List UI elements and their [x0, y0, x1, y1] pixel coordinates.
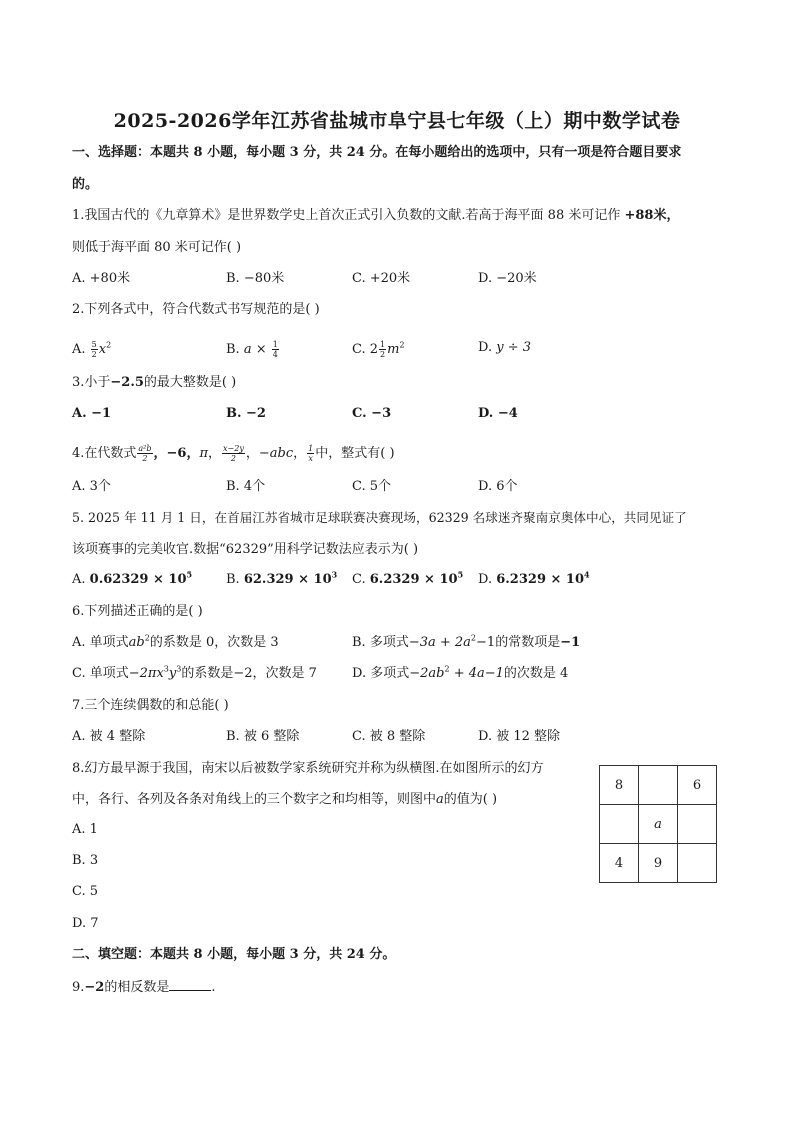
question-6-option-b[interactable]	[352, 635, 580, 651]
fraction-1-over-x	[307, 444, 314, 463]
value: −2	[233, 666, 253, 681]
question-7-option-d[interactable]: D. 被 12 整除	[478, 729, 561, 744]
expression: −2ab	[409, 666, 445, 681]
question-1-line-1	[72, 208, 679, 224]
grid-cell	[678, 805, 717, 844]
mantissa: 6.2329 × 10	[496, 572, 585, 587]
grid-cell: 9	[639, 844, 678, 883]
option-text: B. 多项式	[352, 635, 409, 650]
numerator: 1	[272, 340, 278, 349]
numerator: 5	[91, 340, 97, 349]
question-1-option-c[interactable]: C. +20米	[352, 271, 411, 286]
question-1-text: 1.我国古代的《九章算术》是世界数学史上首次正式引入负数的文献.若高于海平面 88 米可记作	[72, 208, 621, 223]
option-label: C.	[352, 572, 366, 587]
question-1-option-d[interactable]: D. −20米	[478, 271, 537, 286]
separator: ，	[208, 446, 222, 461]
question-3-value: −2.5	[110, 375, 144, 390]
question-9-value: −2	[84, 980, 105, 995]
grid-row	[600, 766, 717, 805]
denominator: 2	[380, 350, 386, 359]
variable: m	[387, 342, 400, 357]
operator: ×	[255, 342, 267, 357]
option-label: D.	[478, 572, 493, 587]
question-4-text	[72, 444, 395, 463]
section-1-header-line-1: 一、选择题：本题共 8 小题，每小题 3 分，共 24 分。在每小题给出的选项中，只有一项是符合题目要求	[72, 145, 682, 160]
question-4-option-a[interactable]: A. 3个	[72, 479, 111, 494]
grid-cell	[639, 766, 678, 805]
exponent: 5	[457, 569, 464, 580]
denominator: 2	[142, 454, 148, 463]
option-label: A.	[72, 572, 86, 587]
option-text: C. 单项式	[72, 666, 129, 681]
question-3-option-d[interactable]: D. −4	[478, 406, 518, 421]
pi-symbol: π	[199, 446, 209, 461]
expression: y ÷ 3	[496, 340, 532, 355]
question-6-text: 6.下列描述正确的是( )	[72, 604, 203, 619]
question-2-option-c[interactable]	[352, 340, 405, 359]
grid-cell: 8	[600, 766, 639, 805]
variable-a: a	[436, 792, 444, 807]
denominator: 2	[91, 350, 97, 359]
question-6-option-d[interactable]	[352, 666, 568, 682]
question-3-text	[72, 375, 236, 391]
question-4-option-d[interactable]: D. 6个	[478, 479, 518, 494]
separator: ，	[245, 446, 259, 461]
exponent: 2	[144, 633, 150, 643]
fraction-a2b-over-2	[137, 444, 152, 463]
grid-cell	[678, 844, 717, 883]
option-label: B.	[226, 342, 240, 357]
question-8-text-b: 的值为( )	[443, 792, 498, 807]
denominator: x	[308, 454, 313, 463]
exponent: 2	[399, 340, 405, 350]
denominator: 2	[230, 454, 236, 463]
expression: −3a + 2a	[408, 635, 471, 650]
answer-blank[interactable]	[169, 978, 211, 991]
question-3-option-b[interactable]: B. −2	[226, 406, 266, 421]
exponent: 3	[176, 664, 182, 674]
mantissa: 62.329 × 10	[243, 572, 332, 587]
mantissa: 6.2329 × 10	[369, 572, 458, 587]
option-text: 的常数项是	[495, 635, 561, 650]
option-text: 的次数是 4	[503, 666, 569, 681]
question-9-end: .	[211, 980, 216, 995]
mantissa: 0.62329 × 10	[89, 572, 187, 587]
question-4-suffix: 中，整式有( )	[315, 446, 395, 461]
option-text: 的系数是 0，次数是 3	[149, 635, 279, 650]
question-5-option-d[interactable]	[478, 569, 590, 588]
question-3-text-c: 的最大整数是( )	[143, 375, 237, 390]
separator: ，	[293, 446, 307, 461]
question-2-option-a[interactable]	[72, 340, 111, 359]
question-1-option-b[interactable]: B. −80米	[226, 271, 285, 286]
question-2-text: 2.下列各式中，符合代数式书写规范的是( )	[72, 302, 320, 317]
grid-cell: a	[639, 805, 678, 844]
expression: y	[168, 666, 177, 681]
question-4-option-c[interactable]: C. 5个	[352, 479, 392, 494]
section-2-header: 二、填空题：本题共 8 小题，每小题 3 分，共 24 分。	[72, 947, 396, 962]
section-1-header-line-2: 的。	[72, 177, 99, 192]
question-5-option-a[interactable]	[72, 569, 193, 588]
option-label: B.	[226, 572, 240, 587]
exponent: 3	[163, 664, 169, 674]
grid-row	[600, 805, 717, 844]
exponent: 2	[444, 664, 450, 674]
page-title: 2025-2026学年江苏省盐城市阜宁县七年级（上）期中数学试卷	[113, 110, 681, 132]
fraction	[272, 340, 279, 359]
question-1-option-a[interactable]: A. +80米	[72, 271, 131, 286]
separator: ，−6，	[153, 446, 200, 461]
question-5-line-2: 该项赛事的完美收官.数据“62329”用科学记数法应表示为( )	[72, 542, 419, 557]
question-9-prefix: 9.	[72, 980, 85, 995]
question-3-text-a: 3.小于	[72, 375, 111, 390]
question-7-option-a[interactable]: A. 被 4 整除	[72, 729, 146, 744]
exponent: 3	[331, 569, 338, 580]
question-7-option-b[interactable]: B. 被 6 整除	[226, 729, 300, 744]
question-8-text-a: 中，各行、各列及各条对角线上的三个数字之和均相等，则图中	[72, 792, 437, 807]
question-8-option-b[interactable]: B. 3	[72, 853, 99, 868]
question-8-line-1: 8.幻方最早源于我国，南宋以后被数学家系统研究并称为纵横图.在如图所示的幻方	[72, 761, 544, 776]
question-2-option-b[interactable]	[226, 340, 280, 359]
option-label: A.	[72, 342, 86, 357]
numerator: 1	[380, 340, 386, 349]
question-3-option-c[interactable]: C. −3	[352, 406, 392, 421]
value: −1	[560, 635, 581, 650]
expression: ab	[128, 635, 145, 650]
numerator: a²b	[138, 444, 152, 453]
option-text: 的系数是	[181, 666, 234, 681]
numerator: x−2y	[223, 444, 244, 453]
option-text: ，次数是 7	[252, 666, 317, 681]
question-9-text-body: 的相反数是	[104, 980, 170, 995]
question-7-text: 7.三个连续偶数的和总能( )	[72, 698, 229, 713]
grid-cell: 4	[600, 844, 639, 883]
option-text: A. 单项式	[72, 635, 129, 650]
question-5-line-1: 5. 2025 年 11 月 1 日，在首届江苏省城市足球联赛决赛现场，62329 名球迷齐聚南京奥体中心，共同见证了	[72, 510, 687, 525]
exponent: 2	[106, 340, 112, 350]
option-text: D. 多项式	[352, 666, 410, 681]
option-label: C.	[352, 342, 366, 357]
question-1-line-2: 则低于海平面 80 米可记作( )	[72, 240, 242, 255]
grid-cell: 6	[678, 766, 717, 805]
variable: x	[98, 342, 107, 357]
variable: a	[243, 342, 252, 357]
option-label: D.	[478, 340, 493, 355]
fraction	[91, 340, 98, 359]
denominator: 4	[272, 350, 278, 359]
exponent: 2	[470, 633, 477, 643]
question-3-option-a[interactable]: A. −1	[72, 406, 112, 421]
grid-row	[600, 844, 717, 883]
question-2-option-d[interactable]	[478, 340, 531, 356]
question-6-option-c[interactable]	[72, 666, 317, 682]
question-5-option-c[interactable]	[352, 569, 464, 588]
question-8-option-a[interactable]: A. 1	[72, 822, 98, 837]
fraction-x-minus-2y-over-2	[222, 444, 245, 463]
question-8-line-2	[72, 792, 497, 808]
question-7-option-c[interactable]: C. 被 8 整除	[352, 729, 426, 744]
exponent: 5	[186, 569, 193, 580]
question-9-text	[72, 978, 216, 996]
fraction	[379, 340, 386, 359]
term-abc: −abc	[258, 446, 294, 461]
question-4-prefix: 4.在代数式	[72, 446, 137, 461]
question-5-option-b[interactable]	[226, 569, 338, 588]
question-6-option-a[interactable]	[72, 635, 279, 651]
expression: −1	[476, 635, 496, 650]
grid-cell	[600, 805, 639, 844]
numerator: 1	[308, 444, 314, 453]
expression: −2πx	[128, 666, 164, 681]
expression: + 4a−1	[449, 666, 504, 681]
magic-square-grid	[599, 765, 717, 883]
question-4-option-b[interactable]: B. 4个	[226, 479, 266, 494]
question-8-option-d[interactable]: D. 7	[72, 916, 99, 931]
question-8-option-c[interactable]: C. 5	[72, 884, 99, 899]
question-1-value: +88米，	[624, 208, 680, 223]
exponent: 4	[584, 569, 590, 580]
whole-number: 2	[369, 342, 379, 357]
